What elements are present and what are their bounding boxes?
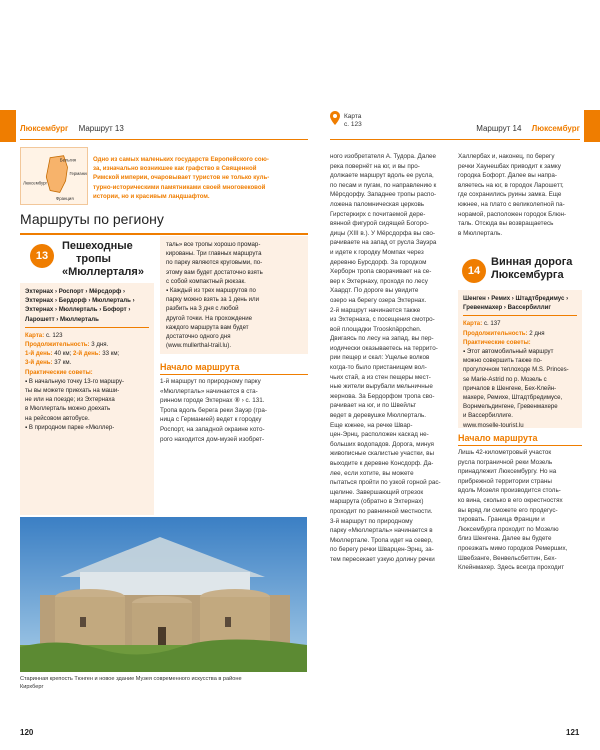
text-line: тем пересекает узкую долину речки bbox=[330, 555, 435, 563]
page-number-left: 120 bbox=[20, 728, 34, 737]
text-line: южнее, на плато с великолепной па- bbox=[458, 200, 565, 208]
caption-line: Кирхберг bbox=[20, 684, 44, 691]
day3-value: 37 км. bbox=[54, 359, 72, 367]
tip-line: с собой компактный рюкзак. bbox=[166, 277, 246, 285]
text-line: 1-й маршрут по природному парку bbox=[160, 378, 261, 385]
text-line: близ Шенгена. Далее вы будете bbox=[458, 535, 552, 543]
fortress-photo bbox=[20, 517, 307, 672]
text-line: в Мюллерталь. bbox=[458, 229, 503, 237]
left-country: Люксембург bbox=[20, 124, 69, 133]
intro-line: турно-историческими памятниками своей многовековой bbox=[93, 183, 266, 191]
map-page: с. 123 bbox=[344, 121, 362, 128]
text-line: маршрута (обратно в Эхтернах) bbox=[330, 498, 424, 506]
text-line: рии пещер и скал: Ущелье волков bbox=[330, 354, 430, 362]
tip-line: каждого маршрута вам будет bbox=[166, 323, 249, 331]
map-label-luxembourg: Люксембург bbox=[23, 180, 48, 186]
text-line: вянной фигурой сидящей Богоро- bbox=[330, 220, 429, 228]
map-value: с. 137 bbox=[483, 320, 501, 328]
path-line: Эхтернах › Роспорт › Мёрсдорф › bbox=[25, 288, 126, 295]
path-line: Шенген › Ремих › Штадтбредимус › bbox=[463, 295, 569, 302]
route-title-line: «Мюллерталя» bbox=[62, 266, 144, 278]
text-line: рого находится дом-музей изобрет- bbox=[160, 435, 265, 443]
text-line: река повернёт на юг, и вы про- bbox=[330, 162, 420, 170]
tip-line: ты вы можете приехать на маши- bbox=[25, 387, 120, 395]
text-line: Халлербах и, наконец, по берегу bbox=[458, 153, 555, 160]
route-13-infobox-continued bbox=[160, 236, 308, 354]
text-line: из Эхтернаха, с посещения смотро- bbox=[330, 316, 435, 324]
text-line: прибрежной территории страны bbox=[458, 477, 552, 485]
text-line: принадлежит Люксембургу. Но на bbox=[458, 468, 557, 476]
text-line: иодически оказываетесь на террито- bbox=[330, 344, 438, 352]
text-line: 3-й маршрут по природному bbox=[330, 517, 413, 525]
intro-line: истории, но и красивым ландшафтом. bbox=[93, 192, 210, 200]
text-line: проезжать мимо городков Ремерших, bbox=[458, 544, 568, 552]
photo-caption bbox=[20, 675, 310, 692]
text-line: ко вина, сколько в его окрестностях bbox=[458, 496, 563, 504]
text-line: Роспорт, на западной окраине кото- bbox=[160, 425, 265, 433]
text-line: городка Бофорт. Далее вы напра- bbox=[458, 172, 558, 180]
text-line: Хаардт. По дороге вы увидите bbox=[330, 287, 419, 295]
intro-line: Одно из самых маленьких государств Европейского сою- bbox=[93, 156, 269, 163]
day1-key: 1-й день: bbox=[25, 350, 53, 358]
tip-line: махере, Ремихе, Штадтбредимусе, bbox=[463, 394, 563, 402]
text-line: ринном городе Эхтернах ⑧ › с. 131. bbox=[160, 397, 265, 405]
text-line: норамой, расположен городок Блюн- bbox=[458, 210, 567, 218]
text-line: Херборн тропа сворачивает на се- bbox=[330, 268, 432, 276]
day1-value: 40 км; bbox=[54, 350, 72, 358]
tip-line: этому вам будет достаточно взять bbox=[166, 268, 263, 276]
text-line: ложена паломническая церковь bbox=[330, 200, 425, 208]
text-line: цен-Эрнц, расположен каскад не- bbox=[330, 431, 429, 439]
start-title: Начало маршрута bbox=[160, 362, 240, 372]
text-line: пытаться пройти по узкой горной рас- bbox=[330, 479, 441, 487]
day3-key: 3-й день: bbox=[25, 359, 53, 367]
tip-line: прогулочном теплоходе M.S. Princes- bbox=[463, 366, 569, 374]
text-line: Люксембурга проходит по Мозелю bbox=[458, 525, 559, 533]
tip-line: достаточно одного дня bbox=[166, 333, 231, 341]
start-rule bbox=[160, 374, 308, 375]
text-line: озеро на берегу озера Эхтернах. bbox=[330, 296, 427, 304]
text-line: речки Хаунешбах приводит к замку bbox=[458, 162, 561, 170]
text-line: Швебзанге, Венвельсбеттин, Бех- bbox=[458, 554, 557, 562]
tips-title: Практические советы: bbox=[463, 338, 531, 346]
tip-line: ▪ Каждый из трех маршрутов по bbox=[166, 287, 256, 295]
route-13-badge: 13 bbox=[30, 244, 54, 268]
map-label-france: Франция bbox=[55, 196, 74, 202]
tip-line: разбить на 3 дня с любой bbox=[166, 305, 239, 313]
text-line: живописные скалистые участки, вы bbox=[330, 450, 434, 458]
left-route: Маршрут 13 bbox=[78, 124, 124, 133]
text-line: вдоль Мозеля производится столь- bbox=[458, 487, 561, 495]
map-label-germany: Германия bbox=[69, 171, 87, 177]
tip-line: se Marie-Astrid по р. Мозель с bbox=[463, 375, 547, 383]
map-value: с. 123 bbox=[45, 331, 63, 339]
left-running-head bbox=[20, 124, 308, 140]
right-route: Маршрут 14 bbox=[476, 124, 522, 133]
text-line: лее, если хотите, вы можете bbox=[330, 469, 414, 477]
route-title-line: Пешеходные bbox=[62, 240, 133, 252]
tip-line: ▪ В природном парке «Мюллер- bbox=[25, 423, 115, 431]
start14-title: Начало маршрута bbox=[458, 433, 538, 443]
text-line: Двигаясь по лесу на запад, вы пер- bbox=[330, 335, 434, 343]
path-line: Эхтернах › Бердорф › Мюллерталь › bbox=[25, 297, 135, 305]
text-line: деревню Бурсдорф. За городком bbox=[330, 258, 427, 266]
route-14-badge: 14 bbox=[462, 259, 486, 283]
route-title-line: Винная дорога bbox=[491, 256, 573, 268]
route-14-infobox bbox=[458, 290, 582, 428]
text-line: чьих стай, а из стен пещеры мест- bbox=[330, 373, 431, 381]
tip-line: причалов в Шенгене, Бех-Клейн- bbox=[463, 384, 557, 392]
tip-line: кированы. Три главных маршрута bbox=[166, 250, 262, 258]
page-number-right: 121 bbox=[566, 728, 580, 737]
text-line: щелине. Завершающий отрезок bbox=[330, 488, 424, 496]
text-line: больших водопадов. Дорога, минуя bbox=[330, 440, 434, 448]
text-line: вы вряд ли сможете его продегус- bbox=[458, 506, 558, 514]
text-line: вляетесь на юг, в городок Ларошетт, bbox=[458, 181, 564, 189]
tip-line: таль» все тропы хорошо промар- bbox=[166, 241, 261, 248]
text-line: парку «Мюллерталь» начинается в bbox=[330, 527, 433, 535]
duration-key: Продолжительность: bbox=[463, 329, 528, 337]
text-line: 2-й маршрут начинается также bbox=[330, 306, 421, 314]
text-line: ного изобретателя А. Тудора. Далее bbox=[330, 153, 436, 160]
start14-text bbox=[458, 448, 582, 573]
text-line: когда-то было пристанищем вол- bbox=[330, 364, 427, 372]
text-line: проходит по равнинной местности. bbox=[330, 507, 433, 515]
route-title-line: тропы bbox=[76, 253, 111, 265]
box-divider bbox=[463, 315, 577, 316]
path-line: Ларошетт › Мюллерталь bbox=[25, 315, 99, 323]
text-line: Мёрсдорфу. Западнее тропы распо- bbox=[330, 191, 437, 199]
tip-line: ▪ В начальную точку 13-го маршру- bbox=[25, 377, 125, 385]
text-line: таль. Отсюда вы возвращаетесь bbox=[458, 220, 554, 228]
text-line: тировать. Граница Франции и bbox=[458, 516, 545, 524]
section-rule bbox=[20, 233, 308, 235]
day2-key: 2-й день: bbox=[73, 350, 101, 358]
text-line: ведет в деревушке Мюллерталь. bbox=[330, 412, 427, 420]
tip-line: можно совершить также по- bbox=[463, 357, 543, 365]
text-line: Лишь 42-километровый участок bbox=[458, 449, 552, 456]
start-text bbox=[160, 377, 310, 444]
duration-value: 2 дня bbox=[529, 329, 545, 337]
text-line: вой площадки Troosknäppchen. bbox=[330, 325, 422, 333]
tip-line: на рейсовом автобусе. bbox=[25, 414, 90, 422]
route-14-title bbox=[491, 256, 572, 282]
text-line: русла пограничной реки Мозель bbox=[458, 458, 553, 466]
tip-line: парку можно взять за 1 день или bbox=[166, 296, 260, 304]
intro-text bbox=[93, 155, 308, 201]
text-line: и идете к городку Момпах через bbox=[330, 248, 424, 256]
text-line: по песам и пугам, по направлению к bbox=[330, 181, 437, 189]
text-line: рачивает на юг, и по Швейльт bbox=[330, 402, 417, 410]
caption-line: Старинная крепость Тюнген и новое здание Музея современного искусства в районе bbox=[20, 676, 242, 682]
text-line: рачиваете на запад от русла Зауэра bbox=[330, 239, 437, 247]
text-line: жернова. За Бердорфом тропа сво- bbox=[330, 392, 435, 400]
text-line: «Мюллерталь» начинается в ста- bbox=[160, 387, 258, 395]
right-country: Люксембург bbox=[531, 124, 580, 133]
path-line: Гревенмахер › Вассербиллиг bbox=[463, 304, 551, 312]
intro-line: за, изначально возникшее как графство в Священной bbox=[93, 165, 257, 173]
text-line: дицы (XIII в.). У Мёрсдорфа вы сво- bbox=[330, 229, 435, 237]
duration-value: 3 дня. bbox=[91, 341, 109, 349]
map-label-belgium: Бельгия bbox=[59, 157, 77, 163]
tip-line: другой точки. На прохождение bbox=[166, 314, 253, 322]
text-line: должаете маршрут вдоль ее русла, bbox=[330, 172, 434, 180]
tip-line: Ворнмельдингене, Гревенмахере bbox=[463, 403, 558, 411]
day2-value: 33 км; bbox=[102, 350, 120, 358]
left-thumb-tab bbox=[0, 110, 16, 142]
tip-line: (www.mullerthal-trail.lu). bbox=[166, 342, 232, 350]
start14-rule bbox=[458, 445, 582, 446]
tips-title: Практические советы: bbox=[25, 368, 93, 376]
route-13-infobox bbox=[20, 283, 154, 515]
text-line: выходите к деревне Консдорф. Да- bbox=[330, 460, 434, 467]
tip-line: по парку являются круговыми, по- bbox=[166, 259, 263, 267]
luxembourg-locator-map bbox=[20, 147, 88, 205]
map-pin-icon bbox=[330, 111, 340, 125]
duration-key: Продолжительность: bbox=[25, 341, 90, 349]
route-13-body-text bbox=[330, 152, 452, 565]
website-link[interactable]: www.moselle-tourist.lu bbox=[463, 421, 524, 429]
route-13-body-text-end bbox=[458, 152, 582, 238]
path-line: Эхтернах › Мюллерталь › Бофорт › bbox=[25, 306, 131, 314]
text-line: Мюллертале. Тропа идет на север, bbox=[330, 536, 433, 544]
text-line: где сохранились руины замка. Еще bbox=[458, 191, 562, 199]
section-title: Маршруты по региону bbox=[20, 211, 164, 227]
tip-line: в Мюллерталь можно доехать bbox=[25, 405, 111, 413]
intro-line: Римской империи, очаровывает туристов не только куль- bbox=[93, 174, 270, 182]
tip-line: ▪ Этот автомобильный маршрут bbox=[463, 348, 554, 356]
tip-line: не или на поезде; из Эхтернаха bbox=[25, 396, 115, 404]
text-line: ные жители вырубали мельничные bbox=[330, 383, 433, 391]
map-key: Карта: bbox=[463, 320, 483, 328]
right-thumb-tab bbox=[584, 110, 600, 142]
text-line: Гирстеркирх с почитаемой дере- bbox=[330, 210, 426, 218]
text-line: Клейнмахер. Здесь всегда проходит bbox=[458, 564, 565, 572]
text-line: по берегу речки Шварцен-Эрнц, за- bbox=[330, 546, 434, 554]
text-line: Тропа вдоль берега реки Зауэр (гра- bbox=[160, 406, 267, 414]
tip-line: и Вассербиллиге. bbox=[463, 412, 514, 420]
map-key: Карта: bbox=[25, 331, 45, 339]
map-label: Карта bbox=[344, 113, 362, 120]
route-13-title bbox=[62, 240, 144, 279]
text-line: вер к Эхтернаху, проходя по лесу bbox=[330, 277, 428, 285]
route-title-line: Люксембурга bbox=[491, 269, 564, 281]
box-divider bbox=[25, 327, 149, 328]
text-line: Еще южнее, на речке Швар- bbox=[330, 421, 413, 429]
text-line: ница с Германией) ведет к городку bbox=[160, 416, 262, 424]
right-running-head bbox=[330, 124, 580, 140]
